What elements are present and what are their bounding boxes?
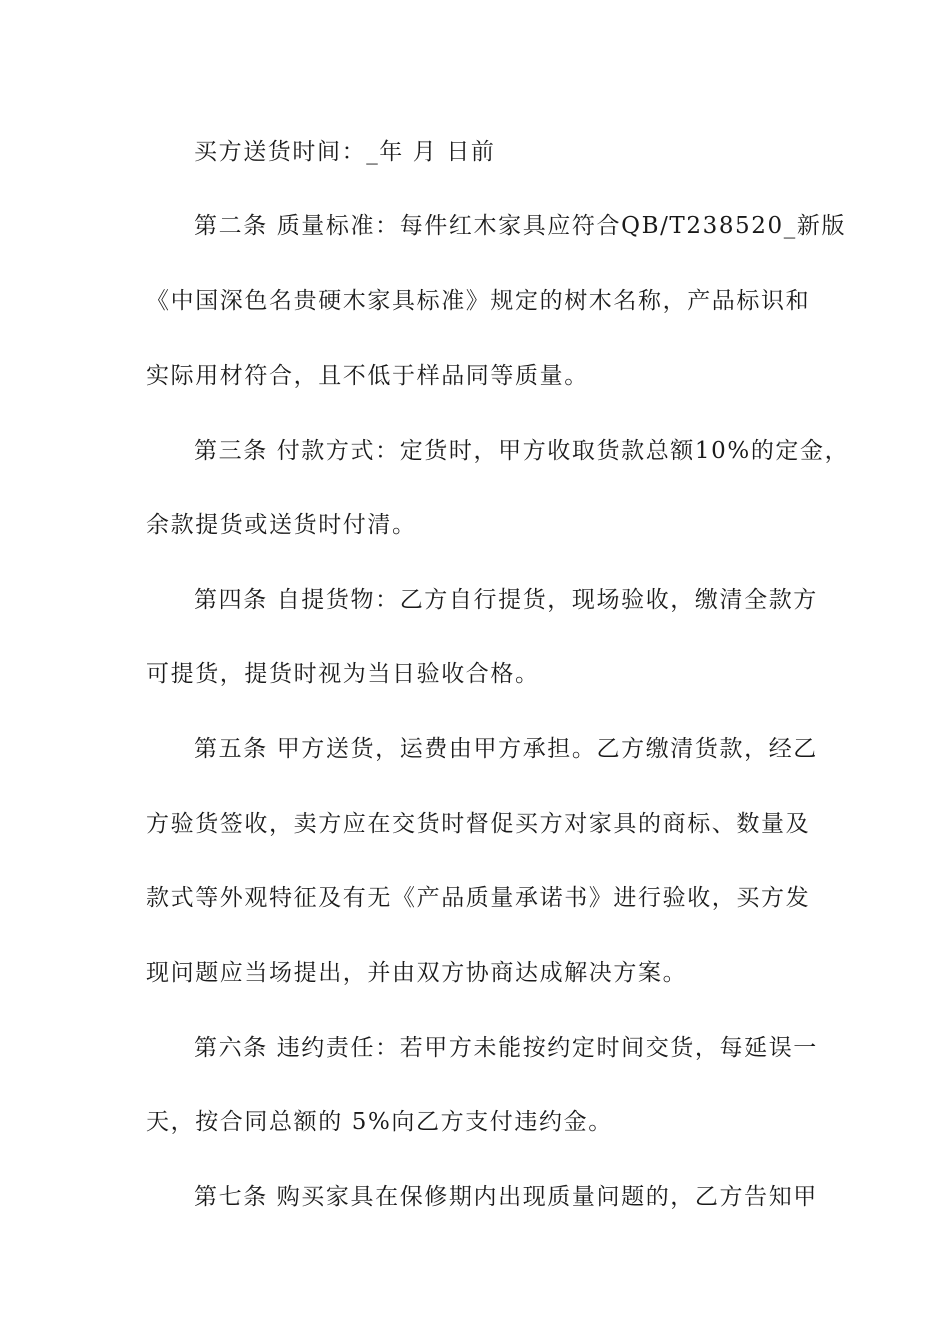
text-line-article-6-cont-1: 天，按合同总额的 5%向乙方支付违约金。 (146, 1109, 613, 1135)
text-line-article-6-title: 第六条 违约责任：若甲方未能按约定时间交货，每延误一 (194, 1035, 818, 1061)
text-line-article-2-cont-1: 《中国深色名贵硬木家具标准》规定的树木名称，产品标识和 (146, 288, 811, 314)
text-line-delivery-time: 买方送货时间：_年 月 日前 (194, 139, 496, 165)
text-line-article-3-cont-1: 余款提货或送货时付清。 (146, 512, 417, 538)
text-line-article-5-cont-1: 方验货签收，卖方应在交货时督促买方对家具的商标、数量及 (146, 811, 811, 837)
text-line-article-5-title: 第五条 甲方送货，运费由甲方承担。乙方缴清货款，经乙 (194, 736, 818, 762)
text-line-article-5-cont-3: 现问题应当场提出，并由双方协商达成解决方案。 (146, 960, 688, 986)
text-line-article-3-title: 第三条 付款方式：定货时，甲方收取货款总额10%的定金， (194, 438, 850, 464)
text-line-article-4-title: 第四条 自提货物：乙方自行提货，现场验收，缴清全款方 (194, 587, 818, 613)
text-line-article-5-cont-2: 款式等外观特征及有无《产品质量承诺书》进行验收，买方发 (146, 885, 811, 911)
text-line-article-2-cont-2: 实际用材符合，且不低于样品同等质量。 (146, 363, 589, 389)
text-line-article-2-title: 第二条 质量标准：每件红木家具应符合QB/T238520_新版 (194, 213, 847, 239)
text-line-article-7-title: 第七条 购买家具在保修期内出现质量问题的，乙方告知甲 (194, 1184, 818, 1210)
text-line-article-4-cont-1: 可提货，提货时视为当日验收合格。 (146, 661, 540, 687)
